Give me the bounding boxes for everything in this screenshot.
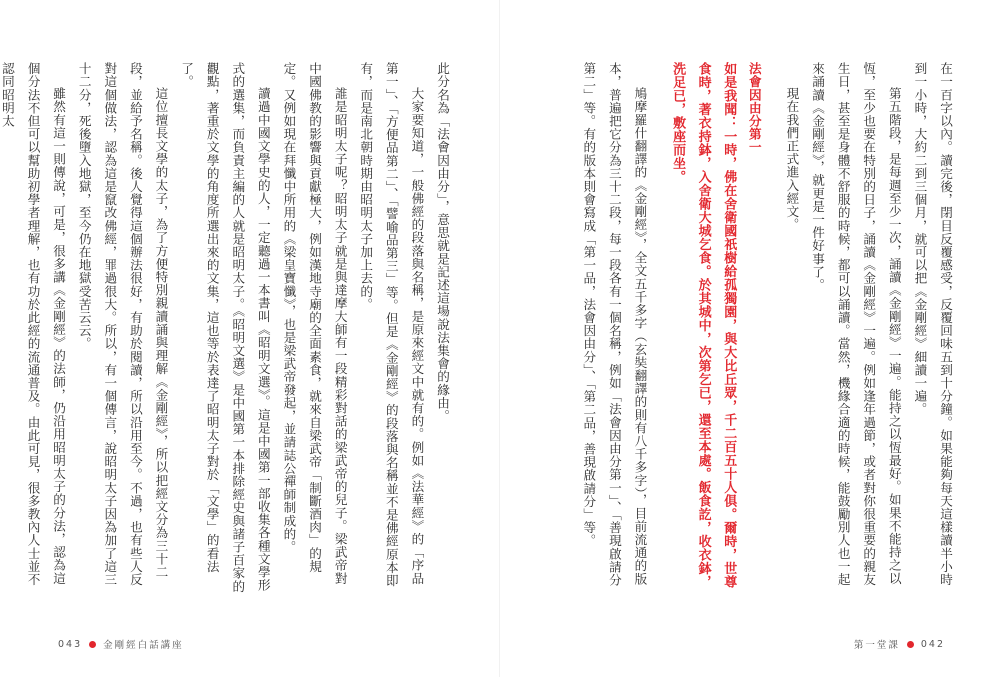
right-page-footer xyxy=(854,637,945,651)
right-page xyxy=(500,0,1000,677)
body-paragraph: 此分名為「法會因由分」，意思就是記述這場說法集會的緣由。 xyxy=(435,62,450,423)
body-paragraph: 大家要知道，一般佛經的段落與名稱，是原來經文中就有的。例如《法華經》的「序品第一」、「方便品第二」、「譬喻品第三」等。但是《金剛經》的段落與名稱並不是佛經原本即有，而是南北朝時期由昭明太子加上去的。 xyxy=(358,62,425,587)
running-chapter: 第一堂課 xyxy=(853,640,900,651)
running-title: 金剛經白話講座 xyxy=(103,640,184,651)
red-dot-icon xyxy=(907,641,914,648)
red-dot-icon xyxy=(89,641,96,648)
page-number: 042 xyxy=(920,638,945,650)
left-page-body xyxy=(0,62,455,597)
sutra-text: 如是我聞：一時，佛在舍衛國祇樹給孤獨園，與大比丘眾，千二百五十人俱。爾時，世尊食時，著衣持鉢，入舍衛大城乞食。於其城中，次第乞已，還至本處。飯食訖，收衣鉢，洗足已，敷座而坐。 xyxy=(670,62,737,589)
body-paragraph: 誰是昭明太子呢？昭明太子就是與達摩大師有一段精彩對話的梁武帝的兒子。梁武帝對中國佛教的影響與貢獻極大，例如漢地寺廟的全面素食，就來自梁武帝「制斷酒肉」的規定。又例如現在拜懺中所用的《梁皇寶懺》，也是梁武帝發起，並請誌公禪師制成的。 xyxy=(281,62,348,585)
body-paragraph: 第五階段，是每週至少一次，誦讀《金剛經》一遍。能持之以恆最好。如果不能持之以恆，至少也要在特別的日子，誦讀《金剛經》一遍。例如逢年過節，或者對你很重要的親友生日，甚至是身體不舒服的時候，都可以誦讀。當然，機緣合適的時候，能鼓勵別人也一起來誦讀《金剛經》，就更是一件好事了。 xyxy=(810,62,902,586)
body-paragraph: 在一百字以內。讀完後，閉目反覆感受，反覆回味五到十分鐘。如果能夠每天這樣讀半小時到一小時，大約二到三個月，就可以把《金剛經》細讀一遍。 xyxy=(912,62,953,586)
page-number: 043 xyxy=(58,638,83,650)
left-page-footer xyxy=(58,637,184,651)
body-paragraph: 現在我們正式進入經文。 xyxy=(784,87,800,232)
right-page-body xyxy=(538,62,958,597)
body-paragraph: 這位擅長文學的太子，為了方便特別親讀誦與理解《金剛經》，所以把經文分為三十二段，並給予名稱。後人覺得這個辦法很好，有助於閱讀，所以沿用至今。不過，也有些人反對這個做法，認為這是竄改佛經，罪過很大。所以，有一個傳言，說昭明太子因為加了這三十二分，死後墮入地獄，至今仍在地獄受苦云云。 xyxy=(76,62,169,586)
body-paragraph: 鳩摩羅什翻譯的《金剛經》，全文五千多字（玄奘翻譯的則有八千多字），目前流通的版本，普遍把它分為三十二段，每一段各有一個名稱，例如「法會因由分第一」、「善現啟請分第二」等。有的版本則會寫成「第一品，法會因由分」、「第二品，善現啟請分」等。 xyxy=(581,62,648,587)
body-paragraph: 讀過中國文學史的人，一定聽過一本書叫《昭明文選》。這是中國第一部收集各種文學形式的選集，而負責主編的人就是昭明太子。《昭明文選》是中國第一本排除經史與諸子百家的觀點，著重於文學的角度所選出來的文集，這也等於表達了昭明太子對於「文學」的看法了。 xyxy=(179,62,271,593)
sutra-section-title: 法會因由分第一 xyxy=(746,62,762,154)
body-paragraph: 雖然有這一則傳說，可是，很多講《金剛經》的法師，仍沿用昭明太子的分法，認為這個分法不但可以幫助初學者理解，也有功於此經的流通普及。由此可見，很多教內人士並不認同昭明太 xyxy=(0,62,67,586)
